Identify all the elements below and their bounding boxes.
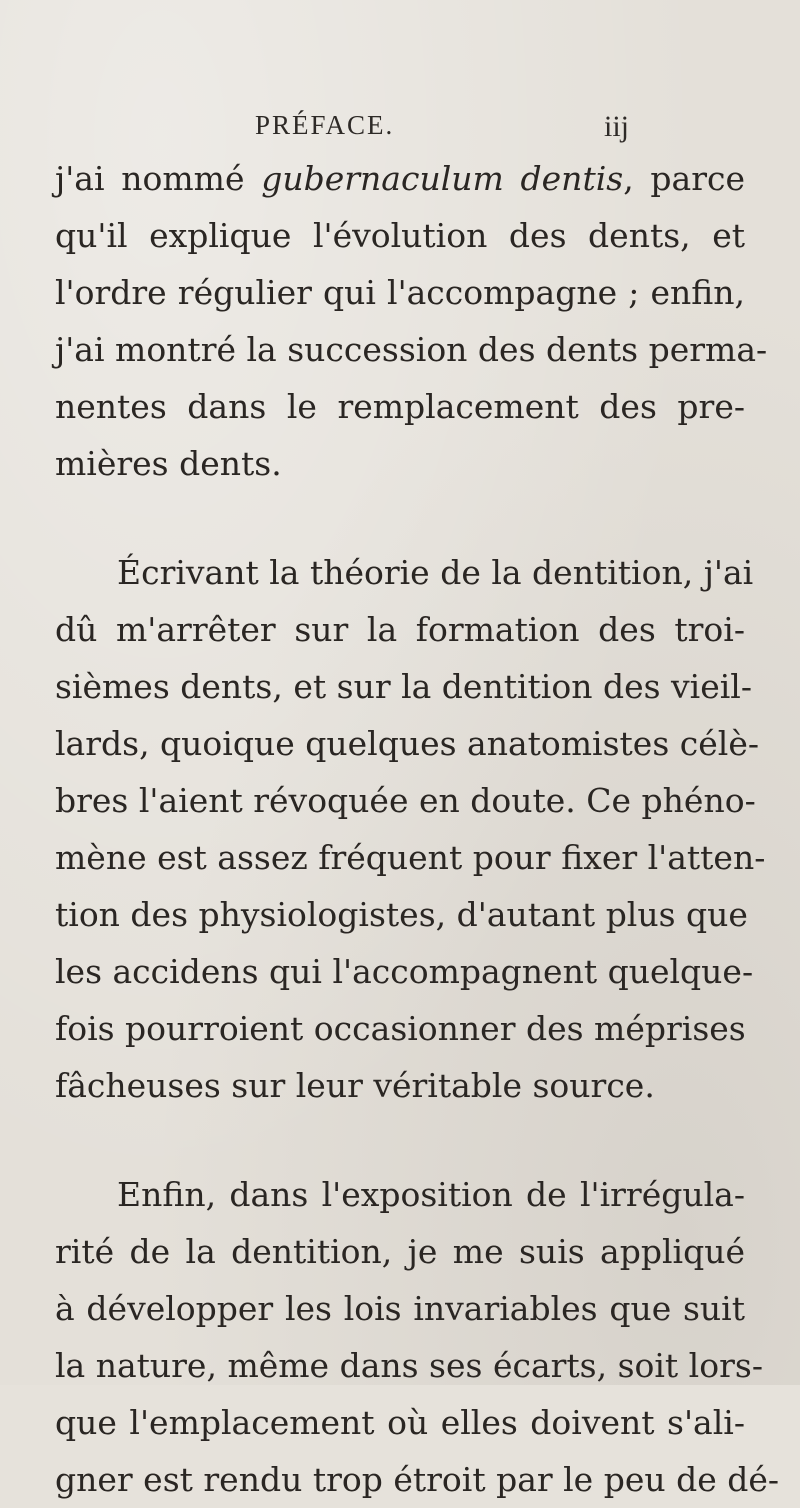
latin-term: gubernaculum dentis <box>261 159 624 198</box>
text-line: j'ai montré la succession des dents perma- <box>55 330 768 369</box>
text-line: la nature, même dans ses écarts, soit lors- <box>55 1346 763 1385</box>
text-line: les accidens qui l'accompagnent quelque- <box>55 952 754 991</box>
text-line: qu'il explique l'évolution des dents, et <box>55 216 745 255</box>
running-head <box>0 110 800 150</box>
text-line: Écrivant la théorie de la dentition, j'ai <box>117 553 754 592</box>
running-title: PRÉFACE. <box>255 110 395 140</box>
text-line: l'ordre régulier qui l'accompagne ; enfin, <box>55 273 745 312</box>
body-text <box>55 150 780 1508</box>
text-line: à développer les lois invariables que suit <box>55 1289 745 1328</box>
text-line: fâcheuses sur leur véritable source. <box>55 1066 655 1105</box>
page-number: iij <box>604 110 630 143</box>
text-line: lards, quoique quelques anatomistes célè- <box>55 724 760 763</box>
text-line: sièmes dents, et sur la dentition des vieil- <box>55 667 753 706</box>
text-line: mène est assez fréquent pour fixer l'atten- <box>55 838 766 877</box>
text-line: Enfin, dans l'exposition de l'irrégula- <box>117 1175 745 1214</box>
text-line: gner est rendu trop étroit par le peu de dé- <box>55 1460 780 1499</box>
text-line: fois pourroient occasionner des méprises <box>55 1009 746 1048</box>
text-line: mières dents. <box>55 444 282 483</box>
text-line: tion des physiologistes, d'autant plus que <box>55 895 748 934</box>
text-line: nentes dans le remplacement des pre- <box>55 387 745 426</box>
text-line: bres l'aient révoquée en doute. Ce phéno- <box>55 781 756 820</box>
text-line: j'ai nommé gubernaculum dentis, parce <box>55 159 746 198</box>
text-line: que l'emplacement où elles doivent s'ali- <box>55 1403 745 1442</box>
text-line: dû m'arrêter sur la formation des troi- <box>55 610 745 649</box>
text-line: rité de la dentition, je me suis appliqué <box>55 1232 745 1271</box>
